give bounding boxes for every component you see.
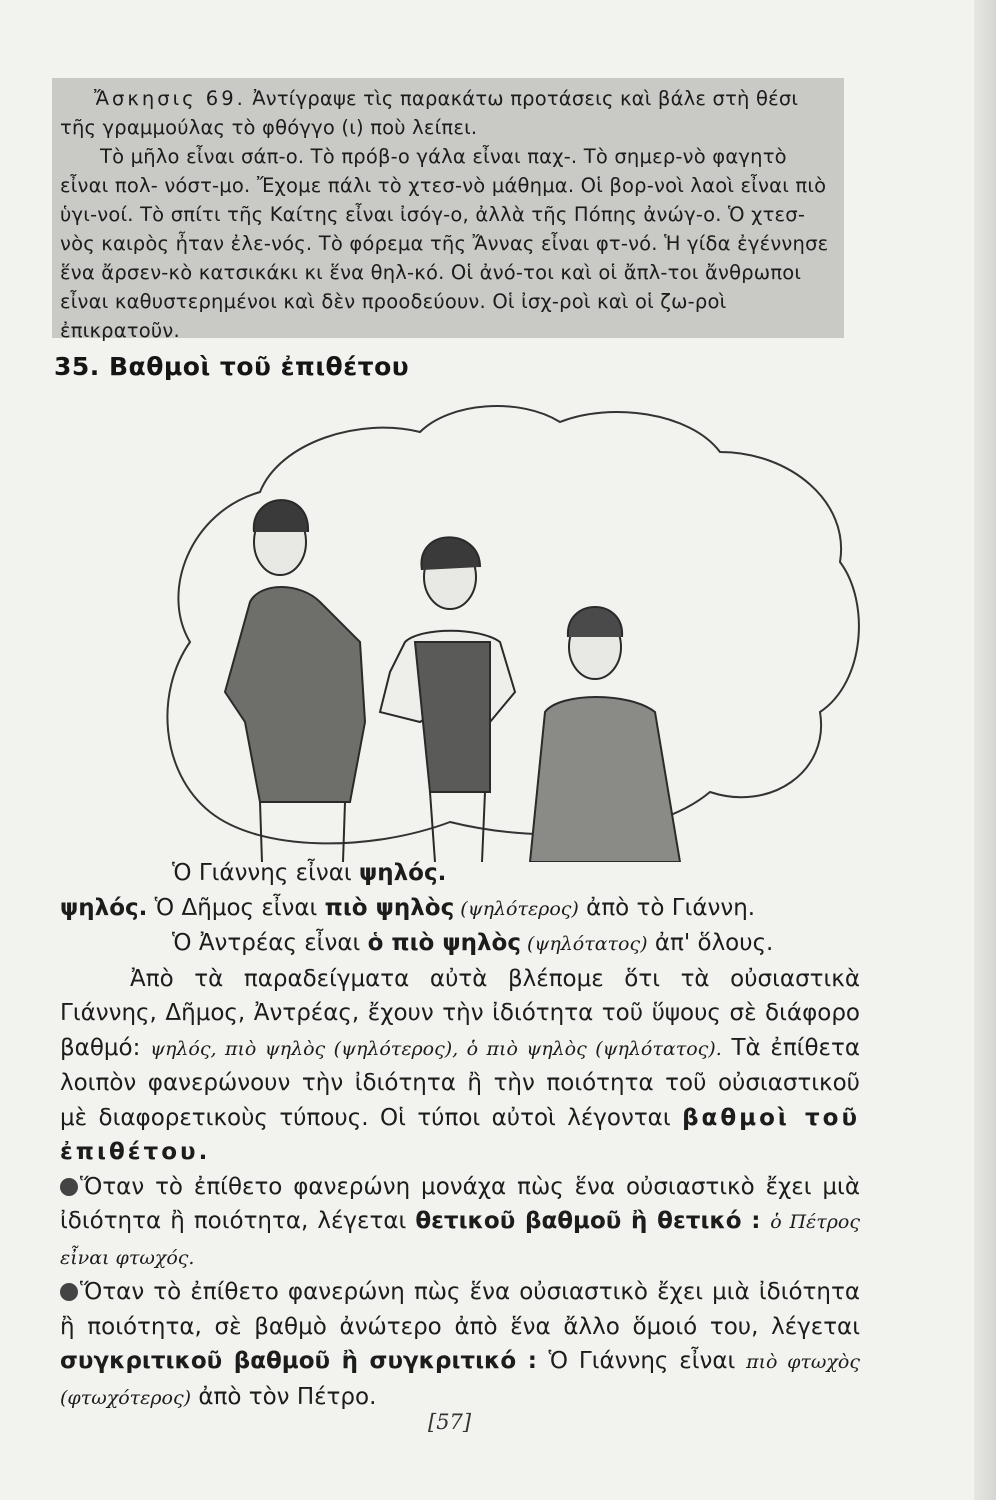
bullet-2-term: συγκριτικοῦ βαθμοῦ ἢ συγκριτικό xyxy=(60,1348,517,1374)
example-3-italic: (ψηλότατος) xyxy=(520,933,648,955)
page-edge xyxy=(974,0,996,1500)
main-text xyxy=(60,856,860,1415)
exercise-instruction-text: Ἀντίγραψε τὶς παρακάτω προτάσεις καὶ βάλε στὴ θέσι τῆς γραμμούλας τὸ φθόγγο (ι) ποὺ λείπει. xyxy=(60,87,799,139)
bullet-2-example-post: ἀπὸ τὸν Πέτρο. xyxy=(191,1383,377,1410)
bullet-1-text: Ὅταν τὸ ἐπίθετο φανερώνη μονάχα πὼς ἕνα οὐσιαστικὸ ἔχει μιὰ ἰδιότητα ἢ ποιότητα, λέγεται xyxy=(60,1173,860,1234)
example-line-1 xyxy=(60,856,860,891)
example-2-text: Ὁ Δῆμος εἶναι xyxy=(147,894,325,921)
example-1-bold: ψηλός. xyxy=(358,860,447,886)
bullet-positive-degree xyxy=(60,1170,860,1276)
bullet-2-text: Ὅταν τὸ ἐπίθετο φανερώνη πὼς ἕνα οὐσιαστικὸ ἔχει μιὰ ἰδιότητα ἢ ποιότητα, σὲ βαθμὸ ἀνώτερο ἀπὸ ἕνα ἄλλο ὅμοιό του, λέγεται xyxy=(60,1279,860,1340)
page-number: [57] xyxy=(428,1410,472,1434)
bullet-icon xyxy=(60,1283,78,1301)
example-line-3 xyxy=(60,926,860,962)
bullet-2-example-italic: πιὸ φτωχὸς (φτωχότερος) xyxy=(60,1351,860,1409)
exercise-label: Ἄσκησις 69. xyxy=(94,87,246,110)
example-1-text: Ὁ Γιάννης εἶναι xyxy=(172,860,359,886)
boy-giannis xyxy=(225,500,365,862)
example-3-post: ἀπ' ὅλους. xyxy=(647,930,774,956)
example-2-lead: ψηλός. xyxy=(60,894,148,921)
explanation-paragraph xyxy=(60,962,860,1170)
exercise-sentences: Τὸ μῆλο εἶναι σάπ-ο. Τὸ πρόβ-ο γάλα εἶναι παχ-. Τὸ σημερ-νὸ φαγητὸ εἶναι πολ- νόστ-μο. Ἔχομε πάλι τὸ χτεσ-νὸ μάθημα. Οἱ βορ-νοὶ λαοὶ εἶναι πιὸ ὑγι-νοί. Τὸ σπίτι τῆς Καίτης εἶναι ἰσόγ-ο, ἀλλὰ τῆς Πόπης ἀνώγ-ο. Ὁ χτεσ-νὸς καιρὸς ἦταν ἐλε-νός. Τὸ φόρεμα τῆς Ἄννας εἶναι φτ-νό. Ἡ γίδα ἐγέννησε ἕνα ἄρσεν-κὸ κατσικάκι κι ἕνα θηλ-κό. Οἱ ἀνό-τοι καὶ οἱ ἄπλ-τοι ἄνθρωποι εἶναι καθυστερημένοι καὶ δὲν προοδεύουν. Οἱ ἰσχ-ροὶ καὶ οἱ ζω-ροὶ ἐπικρατοῦν. xyxy=(60,145,829,342)
example-2-italic: (ψηλότερος) xyxy=(454,897,579,920)
bullet-icon xyxy=(60,1178,78,1196)
bullet-2-colon: : xyxy=(516,1348,549,1374)
example-3-text: Ὁ Ἀντρέας εἶναι xyxy=(172,930,368,956)
example-2-bold: πιὸ ψηλὸς xyxy=(324,894,455,921)
boy-dimos xyxy=(380,537,515,862)
bullet-1-colon: : xyxy=(741,1208,771,1234)
bullet-2-example-pre: Ὁ Γιάννης εἶναι xyxy=(548,1348,747,1374)
boy-antreas xyxy=(530,607,680,862)
exercise-instruction xyxy=(60,84,834,142)
example-3-bold: ὁ πιὸ ψηλὸς xyxy=(367,930,521,956)
example-2-post: ἀπὸ τὸ Γιάννη. xyxy=(578,894,756,921)
example-line-2 xyxy=(60,891,860,927)
paragraph-italic-examples: ψηλός, πιὸ ψηλὸς (ψηλότερος), ὁ πιὸ ψηλὸς (ψηλότατος). xyxy=(150,1037,722,1060)
paragraph-text-1: Ἀπὸ τὰ παραδείγματα αὐτὰ βλέπομε ὅτι τὰ οὐσιαστικὰ Γιάννης, Δῆμος, Ἀντρέας, ἔχουν τὴν ἰδιότητα τοῦ ὕψους σὲ διάφορο βαθμό: xyxy=(60,965,860,1061)
three-boys-illustration xyxy=(150,392,870,862)
section-title: 35. Βαθμοὶ τοῦ ἐπιθέτου xyxy=(54,352,410,381)
bullet-1-term: θετικοῦ βαθμοῦ ἢ θετικό xyxy=(415,1208,742,1234)
exercise-box xyxy=(52,78,844,342)
paragraph-term: βαθμοὶ τοῦ ἐπιθέτου. xyxy=(60,1104,860,1165)
bullet-comparative-degree xyxy=(60,1275,860,1415)
bullet-1-example: ὁ Πέτρος εἶναι φτωχός. xyxy=(60,1211,860,1269)
paragraph-text-2: Τὰ ἐπίθετα λοιπὸν φανερώνουν τὴν ἰδιότητα ἢ τὴν ποιότητα τοῦ οὐσιαστικοῦ μὲ διαφορετικοὺς τύπους. Οἱ τύποι αὐτοὶ λέγονται xyxy=(60,1034,860,1131)
